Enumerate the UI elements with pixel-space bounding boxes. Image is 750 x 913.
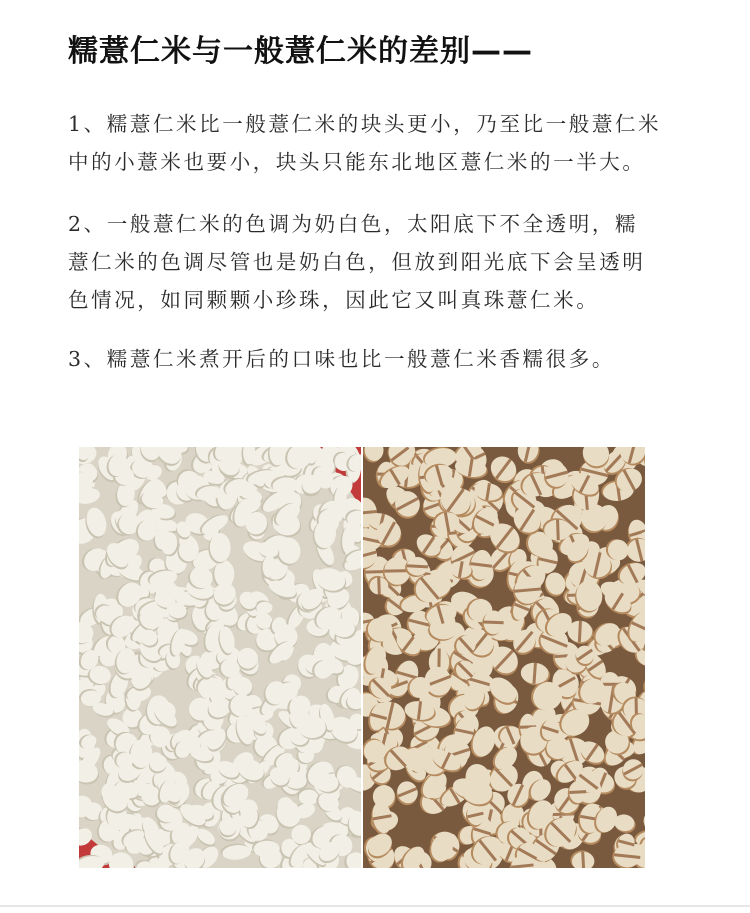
paragraph-3-line-1: 3、糯薏仁米煮开后的口味也比一般薏仁米香糯很多。	[68, 347, 615, 371]
paragraph-2-line-2: 薏仁米的色调尽管也是奶白色，但放到阳光底下会呈透明	[68, 250, 646, 274]
comparison-photos	[79, 447, 671, 868]
bottom-divider	[0, 905, 750, 907]
page-title: 糯薏仁米与一般薏仁米的差别——	[68, 34, 533, 69]
paragraph-3	[68, 340, 708, 378]
paragraph-2-line-1: 2、一般薏仁米的色调为奶白色，太阳底下不全透明，糯	[68, 212, 639, 236]
paragraph-1-line-2: 中的小薏米也要小，块头只能东北地区薏仁米的一半大。	[68, 150, 646, 174]
paragraph-2-line-3: 色情况，如同颗颗小珍珠，因此它又叫真珠薏仁米。	[68, 288, 600, 312]
brown-streaked-grain-photo	[363, 447, 645, 868]
white-grain-image	[79, 447, 361, 868]
white-grain-photo	[79, 447, 361, 868]
paragraph-1	[68, 105, 708, 181]
paragraph-2	[68, 205, 708, 319]
paragraph-1-line-1: 1、糯薏仁米比一般薏仁米的块头更小，乃至比一般薏仁米	[68, 112, 662, 136]
brown-streaked-grain-image	[363, 447, 645, 868]
